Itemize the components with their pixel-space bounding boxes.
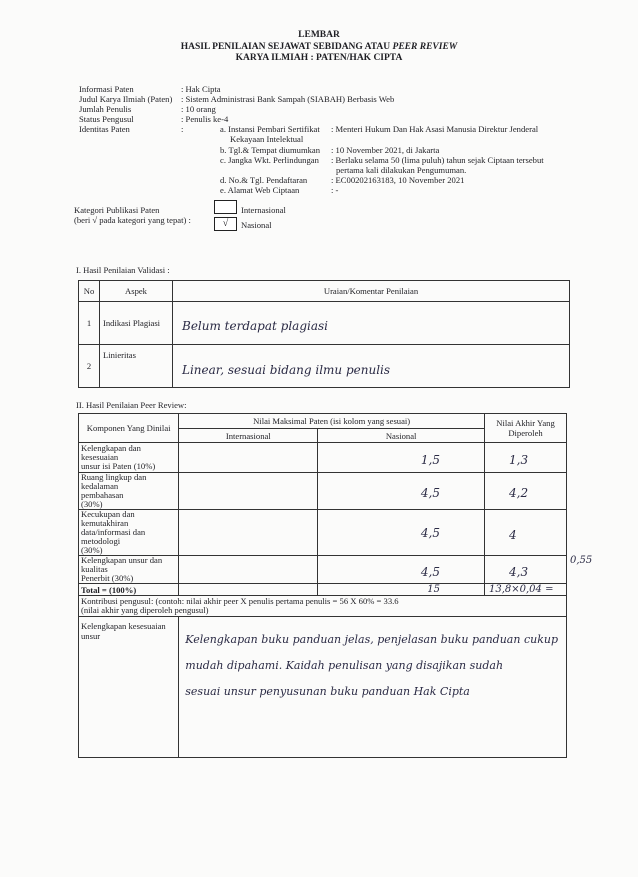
- table-row: [79, 473, 567, 510]
- table-row: [79, 345, 570, 388]
- komponen-line2: unsur isi Paten (10%): [81, 461, 156, 471]
- informasi-label: Informasi Paten: [79, 84, 134, 94]
- identitas-a-label2: Kekayaan Intelektual: [230, 134, 304, 144]
- internasional-cell: [179, 473, 318, 510]
- akhir-cell: 1,3: [485, 443, 567, 473]
- col-nilai-akhir-line2: Diperoleh: [508, 428, 543, 438]
- identitas-colon: :: [181, 124, 184, 134]
- row-aspek: Indikasi Plagiasi: [100, 302, 173, 345]
- table-row: [79, 302, 570, 345]
- row-komentar: Belum terdapat plagiasi: [173, 302, 570, 345]
- akhir-cell: 4,3: [485, 556, 567, 584]
- identitas-d-label: d. No.& Tgl. Pendaftaran: [220, 175, 308, 185]
- komponen-cell: [79, 443, 179, 473]
- komponen-line1: Ruang lingkup dan kedalaman: [81, 472, 147, 491]
- internasional-cell: [179, 443, 318, 473]
- judul-label: Judul Karya Ilmiah (Paten): [79, 94, 173, 104]
- nasional-cell: 1,5: [318, 443, 485, 473]
- doc-title-line2: [0, 42, 638, 52]
- row-no: 2: [79, 345, 100, 388]
- validasi-heading: I. Hasil Penilaian Validasi :: [76, 265, 170, 275]
- komentar-line1: Kelengkapan buku panduan jelas, penjelasan buku panduan cukup: [185, 633, 558, 646]
- komentar-line2: mudah dipahami. Kaidah penulisan yang disajikan sudah: [185, 659, 504, 672]
- internasional-cell: [179, 584, 318, 596]
- komponen-line2: pembahasan: [81, 490, 124, 500]
- row-komentar: Linear, sesuai bidang ilmu penulis: [173, 345, 570, 388]
- komponen-line1: Kelengkapan unsur dan kualitas: [81, 555, 163, 574]
- kontribusi-cell: [79, 596, 567, 617]
- identitas-b-value: : 10 November 2021, di Jakarta: [331, 145, 440, 155]
- internasional-cell: [179, 556, 318, 584]
- col-nilai-maks: Nilai Maksimal Paten (isi kolom yang sesuai): [179, 414, 485, 429]
- col-nilai-akhir-line1: Nilai Akhir Yang: [496, 418, 555, 428]
- judul-value: : Sistem Administrasi Bank Sampah (SIABAH) Berbasis Web: [181, 94, 395, 104]
- table-row: [79, 510, 567, 556]
- komentar-row: [79, 617, 567, 758]
- col-komponen: Komponen Yang Dinilai: [79, 414, 179, 443]
- kategori-instruction: (beri √ pada kategori yang tepat) :: [74, 215, 191, 225]
- kontribusi-row: [79, 596, 567, 617]
- nasional-cell: 4,5: [318, 510, 485, 556]
- doc-title-line2-prefix: HASIL PENILAIAN SEJAWAT SEBIDANG ATAU: [180, 42, 393, 52]
- akhir-cell: 4: [485, 510, 567, 556]
- identitas-c-label: c. Jangka Wkt. Perlindungan: [220, 155, 319, 165]
- total-nasional: 15: [318, 584, 485, 596]
- identitas-e-label: e. Alamat Web Ciptaan: [220, 185, 300, 195]
- internasional-checkbox[interactable]: [214, 200, 237, 214]
- identitas-d-value: : EC00202163183, 10 November 2021: [331, 175, 465, 185]
- komponen-line3: (30%): [81, 545, 103, 555]
- check-mark: √: [222, 218, 229, 229]
- nasional-cell: 4,5: [318, 556, 485, 584]
- total-row: [79, 584, 567, 596]
- komentar-cell: [179, 617, 567, 758]
- komentar-label: Kelengkapan kesesuaian unsur: [79, 617, 179, 758]
- table-row: [79, 443, 567, 473]
- komponen-cell: [79, 510, 179, 556]
- nasional-label: Nasional: [241, 220, 272, 230]
- jumlah-label: Jumlah Penulis: [79, 104, 132, 114]
- komponen-cell: [79, 556, 179, 584]
- kontribusi-line2: (nilai akhir yang diperoleh pengusul): [81, 605, 209, 615]
- akhir-cell: 4,2: [485, 473, 567, 510]
- komponen-line1: Kecukupan dan kemutakhiran: [81, 509, 135, 528]
- total-result: 0,55: [570, 555, 593, 566]
- komponen-line3: (30%): [81, 499, 103, 509]
- nasional-cell: 4,5: [318, 473, 485, 510]
- komponen-line2: data/informasi dan metodologi: [81, 527, 146, 546]
- validasi-table: [78, 280, 570, 388]
- total-label: Total = (100%): [79, 584, 179, 596]
- col-no: No: [79, 281, 100, 302]
- doc-title-line3: KARYA ILMIAH : PATEN/HAK CIPTA: [235, 53, 403, 63]
- doc-title-line1: LEMBAR: [298, 30, 340, 40]
- identitas-c-value: : Berlaku selama 50 (lima puluh) tahun sejak Ciptaan tersebut: [331, 155, 544, 165]
- komponen-line2: Penerbit (30%): [81, 573, 134, 583]
- col-uraian: Uraian/Komentar Penilaian: [173, 281, 570, 302]
- informasi-value: : Hak Cipta: [181, 84, 221, 94]
- komponen-line1: Kelengkapan dan kesesuaian: [81, 443, 141, 462]
- status-label: Status Pengusul: [79, 114, 134, 124]
- identitas-b-label: b. Tgl.& Tempat diumumkan: [220, 145, 321, 155]
- status-value: : Penulis ke-4: [181, 114, 229, 124]
- identitas-e-value: : -: [331, 185, 339, 195]
- kategori-label: Kategori Publikasi Paten: [74, 205, 160, 215]
- identitas-c-value2: pertama kali dilakukan Pengumuman.: [336, 165, 467, 175]
- peer-table: [78, 413, 567, 758]
- doc-title-line2-italic: PEER REVIEW: [392, 42, 458, 52]
- komponen-cell: [79, 473, 179, 510]
- internasional-label: Internasional: [241, 205, 286, 215]
- col-nilai-akhir: [485, 414, 567, 443]
- identitas-a-label: a. Instansi Pembari Sertifikat: [220, 124, 320, 134]
- nasional-checkbox[interactable]: [214, 217, 237, 231]
- identitas-a-value: : Menteri Hukum Dan Hak Asasi Manusia Direktur Jenderal: [331, 124, 539, 134]
- kontribusi-line1: Kontribusi pengusul: (contoh: nilai akhir peer X penulis pertama penulis = 56 X 60% = 33.6: [81, 596, 399, 606]
- peer-heading: II. Hasil Penilaian Peer Review:: [76, 400, 187, 410]
- table-row: [79, 556, 567, 584]
- col-nasional: Nasional: [318, 429, 485, 443]
- jumlah-value: : 10 orang: [181, 104, 216, 114]
- row-no: 1: [79, 302, 100, 345]
- total-akhir: 13,8×0,04 =: [485, 584, 567, 596]
- komentar-line3: sesuai unsur penyusunan buku panduan Hak Cipta: [185, 685, 470, 698]
- identitas-label: Identitas Paten: [79, 124, 130, 134]
- col-aspek: Aspek: [100, 281, 173, 302]
- row-aspek: Linieritas: [100, 345, 173, 388]
- internasional-cell: [179, 510, 318, 556]
- col-internasional: Internasional: [179, 429, 318, 443]
